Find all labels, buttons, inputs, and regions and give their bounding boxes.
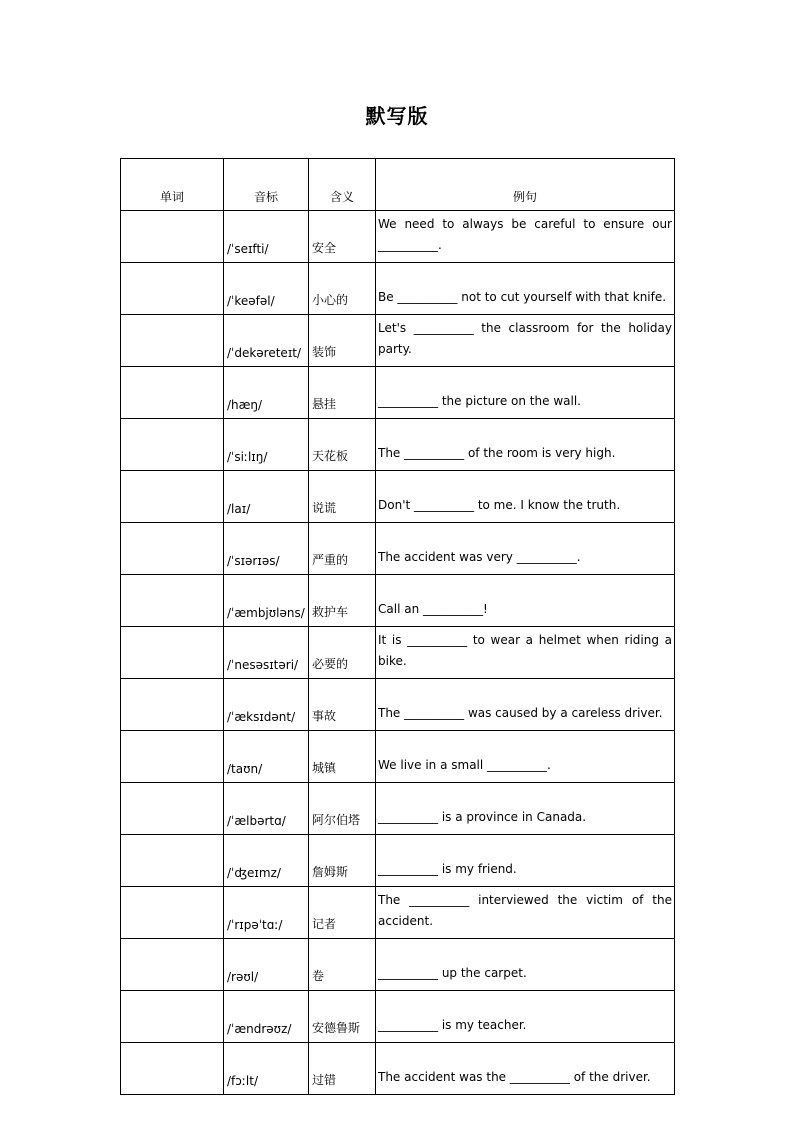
word-cell[interactable] xyxy=(121,679,224,731)
table-row xyxy=(121,939,675,991)
table-row xyxy=(121,315,675,367)
table-row xyxy=(121,1043,675,1095)
word-cell[interactable] xyxy=(121,315,224,367)
phonetic-cell: /fɔːlt/ xyxy=(224,1043,309,1095)
table-row xyxy=(121,887,675,939)
table-row xyxy=(121,627,675,679)
meaning-cell: 安全 xyxy=(309,211,376,263)
word-cell[interactable] xyxy=(121,575,224,627)
table-row xyxy=(121,679,675,731)
table-row xyxy=(121,523,675,575)
phonetic-cell: /hæŋ/ xyxy=(224,367,309,419)
phonetic-cell: /ˈsɪərɪəs/ xyxy=(224,523,309,575)
word-cell[interactable] xyxy=(121,731,224,783)
example-sentence-cell: __________ is my friend. xyxy=(376,835,675,887)
meaning-cell: 詹姆斯 xyxy=(309,835,376,887)
example-sentence-cell: It is __________ to wear a helmet when riding a bike. xyxy=(376,627,675,679)
word-cell[interactable] xyxy=(121,783,224,835)
example-sentence-cell: We need to always be careful to ensure our __________. xyxy=(376,211,675,263)
header-example: 例句 xyxy=(376,159,675,211)
word-cell[interactable] xyxy=(121,367,224,419)
word-cell[interactable] xyxy=(121,263,224,315)
phonetic-cell: /ˈdekəreteɪt/ xyxy=(224,315,309,367)
phonetic-cell: /ˈʤeɪmz/ xyxy=(224,835,309,887)
meaning-cell: 卷 xyxy=(309,939,376,991)
table-row xyxy=(121,783,675,835)
table-row xyxy=(121,211,675,263)
meaning-cell: 悬挂 xyxy=(309,367,376,419)
example-sentence-cell: The __________ of the room is very high. xyxy=(376,419,675,471)
header-meaning: 含义 xyxy=(309,159,376,211)
meaning-cell: 事故 xyxy=(309,679,376,731)
meaning-cell: 说谎 xyxy=(309,471,376,523)
table-row xyxy=(121,835,675,887)
example-sentence-cell: Let's __________ the classroom for the holiday party. xyxy=(376,315,675,367)
phonetic-cell: /ˈkeəfəl/ xyxy=(224,263,309,315)
phonetic-cell: /ˈsiːlɪŋ/ xyxy=(224,419,309,471)
meaning-cell: 阿尔伯塔 xyxy=(309,783,376,835)
example-sentence-cell: __________ the picture on the wall. xyxy=(376,367,675,419)
example-sentence-cell: Don't __________ to me. I know the truth. xyxy=(376,471,675,523)
meaning-cell: 记者 xyxy=(309,887,376,939)
phonetic-cell: /taʊn/ xyxy=(224,731,309,783)
phonetic-cell: /ˈrɪpəˈtɑː/ xyxy=(224,887,309,939)
word-cell[interactable] xyxy=(121,1043,224,1095)
meaning-cell: 严重的 xyxy=(309,523,376,575)
meaning-cell: 装饰 xyxy=(309,315,376,367)
phonetic-cell: /ˈnesəsɪtəri/ xyxy=(224,627,309,679)
example-sentence-cell: Call an __________! xyxy=(376,575,675,627)
meaning-cell: 小心的 xyxy=(309,263,376,315)
example-sentence-cell: The __________ was caused by a careless driver. xyxy=(376,679,675,731)
word-cell[interactable] xyxy=(121,887,224,939)
example-sentence-cell: __________ is a province in Canada. xyxy=(376,783,675,835)
table-header-row xyxy=(121,159,675,211)
phonetic-cell: /ˈæksɪdənt/ xyxy=(224,679,309,731)
word-cell[interactable] xyxy=(121,471,224,523)
table-row xyxy=(121,419,675,471)
meaning-cell: 过错 xyxy=(309,1043,376,1095)
page-title: 默写版 xyxy=(365,104,429,128)
meaning-cell: 必要的 xyxy=(309,627,376,679)
table-row xyxy=(121,367,675,419)
word-cell[interactable] xyxy=(121,991,224,1043)
phonetic-cell: /rəʊl/ xyxy=(224,939,309,991)
meaning-cell: 救护车 xyxy=(309,575,376,627)
meaning-cell: 安德鲁斯 xyxy=(309,991,376,1043)
example-sentence-cell: __________ is my teacher. xyxy=(376,991,675,1043)
word-cell[interactable] xyxy=(121,211,224,263)
word-cell[interactable] xyxy=(121,419,224,471)
table-row xyxy=(121,731,675,783)
example-sentence-cell: __________ up the carpet. xyxy=(376,939,675,991)
meaning-cell: 天花板 xyxy=(309,419,376,471)
word-cell[interactable] xyxy=(121,523,224,575)
phonetic-cell: /ˈælbərtɑ/ xyxy=(224,783,309,835)
phonetic-cell: /ˈæmbjʊləns/ xyxy=(224,575,309,627)
example-sentence-cell: Be __________ not to cut yourself with that knife. xyxy=(376,263,675,315)
table-row xyxy=(121,575,675,627)
table-row xyxy=(121,471,675,523)
meaning-cell: 城镇 xyxy=(309,731,376,783)
phonetic-cell: /laɪ/ xyxy=(224,471,309,523)
example-sentence-cell: We live in a small __________. xyxy=(376,731,675,783)
header-phonetic: 音标 xyxy=(224,159,309,211)
word-cell[interactable] xyxy=(121,835,224,887)
example-sentence-cell: The accident was very __________. xyxy=(376,523,675,575)
table-row xyxy=(121,991,675,1043)
vocabulary-table xyxy=(120,158,675,1095)
word-cell[interactable] xyxy=(121,627,224,679)
example-sentence-cell: The __________ interviewed the victim of the accident. xyxy=(376,887,675,939)
table-row xyxy=(121,263,675,315)
phonetic-cell: /ˈændrəʊz/ xyxy=(224,991,309,1043)
phonetic-cell: /ˈseɪfti/ xyxy=(224,211,309,263)
header-word: 单词 xyxy=(121,159,224,211)
example-sentence-cell: The accident was the __________ of the driver. xyxy=(376,1043,675,1095)
word-cell[interactable] xyxy=(121,939,224,991)
